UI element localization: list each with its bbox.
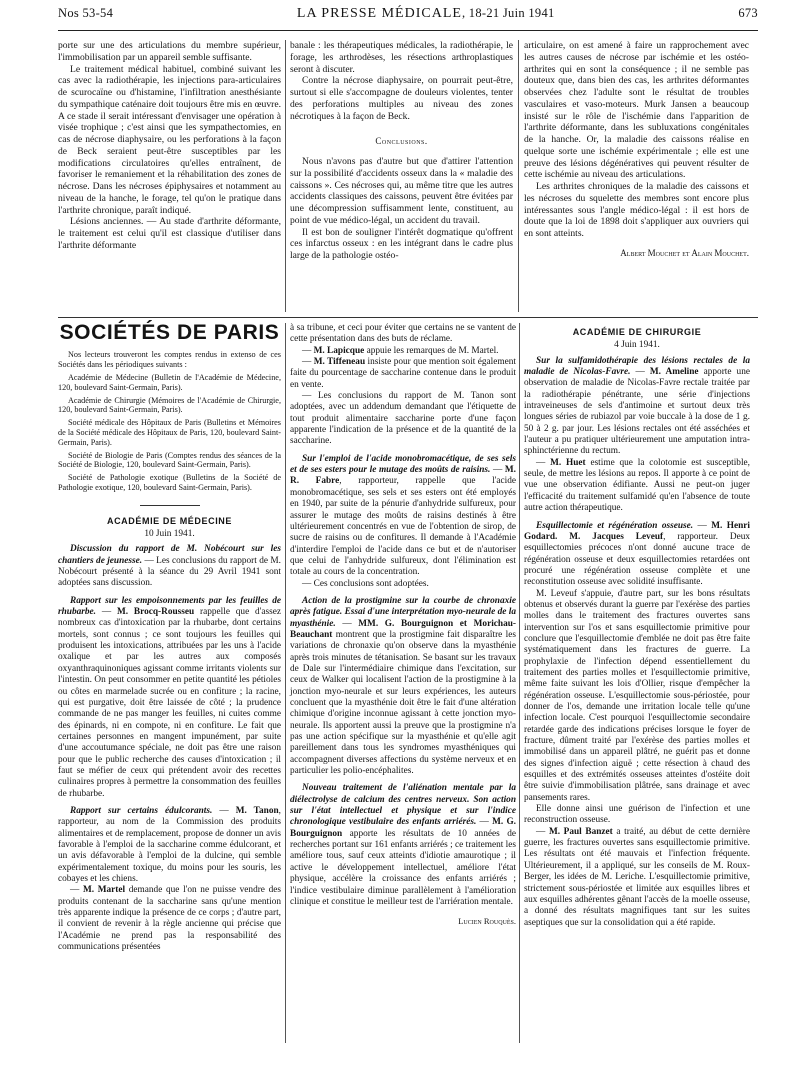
report-title: Action de la prostigmine sur la courbe de chronaxie après fatigue. Essai d'une interprétation myo-neurale de la myasthénie. — [290, 595, 516, 629]
author-signature: Lucien Rouquès. — [458, 916, 516, 927]
top-column-1 — [58, 40, 281, 252]
speaker-name: M. Paul Banzet — [548, 826, 613, 837]
short-divider — [140, 505, 200, 506]
speaker-name: M. Tanon — [235, 805, 279, 816]
periodical-item: Société de Pathologie exotique (Bulletins de la Société de Pathologie exotique, 120, boulevard Saint-Germain, Paris). — [58, 473, 281, 492]
speaker-name: M. Ameline — [649, 367, 699, 378]
speaker-name: M. Henri Godard. M. Jacques Leveuf — [524, 520, 750, 542]
paragraph: — M. Paul Banzet a traité, au début de cette dernière guerre, les fractures ouvertes sans esquillectomie primitive. Les résultats ont été mauvais et l'infection fréquente. Ultérieurement, il a appliqué, sur les conseils de M. Roux-Berger, les idées de M. Leriche. L'esquillectomie primitive, strictement sous-périostée et limitée aux esquilles libres et aux esquilles adhérentes gênant l'accès de la moelle osseuse, a donné des résultats magnifiques tant sur les suites aseptiques que sur la consolidation qui a été rapide. — [524, 826, 750, 928]
academie-medecine-heading: ACADÉMIE DE MÉDECINE — [106, 515, 232, 526]
session-date: 10 Juin 1941. — [144, 529, 195, 540]
issue-number: Nos 53-54 — [58, 6, 114, 20]
paragraph: M. Leveuf s'appuie, d'autre part, sur les bons résultats obtenus et observés durant la guerre par l'exérèse des parties molles dans le traitement des fractures ouvertes sans intervention sur l'os et sans esquillectomie primitive pour conclure que l'esquillectomie d'emblée ne doit pas être faite systématiquement dans les fractures de guerre. La prophylaxie de l'infection dépend essentiellement du traitement des parties molles et l'esquillectomie primitive, même faite suivant les lois d'Ollier, risque d'empêcher la régénération osseuse. L'esquillectomie sous-périostée, pour donner de l'os, demande une irritation locale telle qu'une infection locale. C'est pourquoi l'esquillectomie secondaire retardée garde des indications précises lorsque le foyer de fracture, dûment traité par l'exérèse des parties molles et immobilisé dans un appareil plâtré, ne guérit pas et donne des signes d'infection aiguë ; cette résection à chaud des esquilles et des extrémités osseuses atteintes d'ostéite doit être suivie d'immobilisation plâtrée, sans drainage et avec pansements rares. — [524, 588, 750, 803]
paragraph: — M. Lapicque appuie les remarques de M. Martel. — [302, 345, 499, 356]
lower-column-2 — [290, 323, 516, 928]
paragraph: à sa tribune, et ceci pour éviter que certains ne se vantent de cette présentation dans des buts de réclame. — [290, 323, 516, 345]
report-paragraph: — M. Martel demande que l'on ne puisse vendre des produits contenant de la saccharine sans qu'une mention très apparente indique la présence de ce corps ; d'autre part, il convient de revenir à la règle ancienne qui précise que l'Académie ne prend pas la responsabilité des communications présentées — [58, 885, 281, 953]
paragraph: Contre la nécrose diaphysaire, on pourrait peut-être, surtout si elle s'accompagne de douleurs violentes, tenter des perforations multiples au niveau des zones nécrotiques à la façon de Beck. — [290, 75, 513, 122]
header-rule — [58, 30, 758, 31]
column-divider — [519, 323, 520, 1043]
speaker-name: M. Brocq-Rousseu — [116, 607, 195, 618]
speaker-name: M. R. Fabre — [290, 465, 516, 487]
academie-chirurgie-heading: ACADÉMIE DE CHIRURGIE — [572, 327, 702, 337]
column-divider — [518, 40, 519, 312]
report-paragraph: Sur l'emploi de l'acide monobromacétique, de ses sels et de ses esters pour le mutage des moûts de raisins. — M. R. Fabre, rapporteur, rappelle que l'acide monobromacétique, ses sels et ses esters ont été employés en 1940, par suite de la pénurie d'anhydride sulfureux, pour assurer le mutage des moûts de raisins destinés à être ultérieurement concentrés en vue de l'obtention de sirop, de sucre de raisins ou de confitures. Il demande à l'Académie d'interdire l'emploi de l'acide dans ce but et de n'autoriser que celui de l'anhydride sulfureux, dont l'élimination est totale au cours de la concentration. — [290, 453, 516, 578]
report-title: Rapport sur les empoisonnements par les feuilles de rhubarbe. — [58, 595, 281, 618]
paragraph: Lésions anciennes. — Au stade d'arthrite déformante, le traitement est celui qu'il est classique d'utiliser dans l'arthrite déformante — [58, 216, 281, 251]
intro-text: Nos lecteurs trouveront les comptes rendus in extenso de ces Sociétés dans les périodiques suivants : — [58, 350, 281, 370]
societes-title: SOCIÉTÉS DE PARIS — [59, 321, 280, 344]
paragraph: Elle donne ainsi une guérison de l'infection et une reconstruction osseuse. — [524, 804, 750, 826]
page-header: Nos 53-54 LA PRESSE MÉDICALE, 18-21 Juin 1941 673 — [58, 6, 758, 21]
report-paragraph: Rapport sur certains édulcorants. — M. Tanon, rapporteur, au nom de la Commission des produits alimentaires et de remplacement, propose de donner un avis favorable à l'emploi de la saccharine comme édulcorant, et un avis défavorable à l'emploi de la dulcine, qui semble expérimentalement toxique, du moins pour les souris, les cobayes et les chiens. — [58, 805, 281, 885]
column-divider — [285, 40, 286, 312]
paragraph: — Ces conclusions sont adoptées. — [302, 578, 429, 589]
report-title: Discussion du rapport de M. Nobécourt sur les chantiers de jeunesse. — [58, 544, 281, 566]
report-paragraph: Esquillectomie et régénération osseuse. — M. Henri Godard. M. Jacques Leveuf, rapporteur. Deux esquillectomies précoces n'ont donné aucune trace de régénération osseuse et deux esquillectomies retardées ont procuré une régénération osseuse complète et une reconstitution osseuse avec solidité insuffisante. — [524, 520, 750, 588]
column-divider — [285, 323, 286, 1043]
periodical-item: Académie de Chirurgie (Mémoires de l'Académie de Chirurgie, 120, boulevard Saint-Germain, Paris). — [58, 395, 281, 415]
paragraph: porte sur une des articulations du membre supérieur, l'immobilisation par un appareil semble suffisante. — [58, 40, 281, 63]
report-paragraph: Sur la sulfamidothérapie des lésions rectales de la maladie de Nicolas-Favre. — M. Ameline apporte une observation de maladie de Nicolas-Favre rectale traitée par la radiothérapie pénétrante, une série d'injections intraveineuses de sels d'antimoine et surtout deux très longues séries de rubiazol par voie buccale à la dose de 1 g. 50 à 2 g. par jour. Les lésions rectales ont été asséchées et l'auteur a pu pratiquer ultérieurement une amputation intra-sphinctérienne du rectum. — [524, 355, 750, 457]
report-paragraph: Nouveau traitement de l'aliénation mentale par la diélectrolyse de calcium des centres nerveux. Son action sur l'état intellectuel et physique et sur l'indice chronologique vestibulaire des enfants arriérés. — M. G. Bourguignon apporte les résultats de 10 années de recherches portant sur 161 enfants arriérés ; ce traitement les améliore tous, sauf ceux atteints d'idiotie amaurotique ; il active le développement intellectuel, améliore l'état physique, accélère la croissance des enfants arriérés ; l'indice vestibulaire diminue parallèlement à l'amélioration clinique et constitue le meilleur test de l'arriération mentale. — [290, 783, 516, 907]
session-date: 4 Juin 1941. — [614, 340, 660, 351]
issue-date: 18-21 Juin 1941 — [468, 6, 555, 20]
speaker-name: M. Huet — [550, 457, 586, 468]
societes-intro — [58, 350, 281, 492]
paragraph: — M. Huet estime que la colotomie est susceptible, seule, de mettre les lésions au repos. Il apporte à ce point de vue une observation édifiante. Aussi ne peut-on juger l'efficacité du traitement sulfamidé qu'en l'absence de toute autre action thérapeutique. — [524, 457, 750, 514]
top-column-3 — [524, 40, 749, 260]
periodical-item: Société médicale des Hôpitaux de Paris (Bulletins et Mémoires de la Société médicale des Hôpitaux de Paris, 120, boulevard Saint-Germain, Paris). — [58, 418, 281, 447]
report-title: Sur l'emploi de l'acide monobromacétique, de ses sels et de ses esters pour le mutage des moûts de raisins. — [290, 453, 516, 476]
paragraph: — M. Tiffeneau insiste pour que mention soit également faite du pourcentage de saccharine contenue dans le produit en vente. — [290, 357, 516, 390]
journal-title: LA PRESSE MÉDICALE — [296, 6, 462, 21]
top-column-2 — [290, 40, 513, 262]
report-paragraph: Action de la prostigmine sur la courbe de chronaxie après fatigue. Essai d'une interprétation myo-neurale de la myasthénie. — MM. G. Bourguignon et Morichau-Beauchant montrent que la prostigmine fait disparaître les variations de chronaxie qu'on observe dans la myasthénie après trois minutes de tétanisation. Se basant sur les travaux de Dale sur l'intermédiaire chimique dans l'excitation, sur ceux de Walker qui localisent l'action de la prostigmine à la jonction myo-neurale et sur leurs expériences, les auteurs concluent que la myasthénie doit être le fait d'une altération chimique d'origine inconnue agissant à cette jonction myo-neurale. Ils apportent aussi la preuve que la prostigmine n'a pas une action spécifique sur la myasthénie et qu'elle agit pareillement dans tous les syndromes myasthéniques qui accompagnent diverses affections du système nerveux et en particulier les polio-encéphalites. — [290, 595, 516, 777]
lower-column-3 — [524, 323, 750, 929]
report-paragraph: Discussion du rapport de M. Nobécourt sur les chantiers de jeunesse. — Les conclusions du rapport de M. Nobécourt présenté à la séance du 29 Avril 1941 sont adoptées sans discussion. — [58, 544, 281, 589]
periodical-item: Académie de Médecine (Bulletin de l'Académie de Médecine, 120, boulevard Saint-Germain, Paris). — [58, 372, 281, 392]
speaker-name: MM. G. Bourguignon et Morichau-Beauchant — [290, 618, 516, 640]
paragraph: Le traitement médical habituel, combiné suivant les cas avec la radiothérapie, les injections para-articulaires de scurocaïne ou d'histamine, l'infiltration anesthésiante du sympathique caténaire doit toujours être mis en œuvre. A ce stade il serait intéressant d'envisager une opération à visée trophique ; c'est ainsi que les sympathectomies, en cas de nécrose diaphysaire, ou les perforations à la façon de Beck seraient peut-être susceptibles par les modifications circulatoires qu'elles entraînent, de favoriser le remaniement et la réhabilitation des zones de nécrose. Dans les nécroses épiphysaires et notamment au niveau de la hanche, le forage, tel qu'on le pratique dans l'arthrite chronique, paraît indiqué. — [58, 63, 281, 216]
paragraph: Il est bon de souligner l'intérêt dogmatique qu'offrent ces infarctus osseux : en les intégrant dans le cadre plus large de la pathologie ostéo- — [290, 226, 513, 261]
section-title-conclusions: Conclusions. — [375, 136, 428, 147]
paragraph: — Les conclusions du rapport de M. Tanon sont adoptées, avec un addendum demandant que l'étiquette de tout produit alimentaire saccharine porte d'une façon apparente l'indication de la présence et de la quantité de la saccharine. — [290, 391, 516, 447]
speaker-name: M. Lapicque — [313, 345, 365, 356]
paragraph: Nous n'avons pas d'autre but que d'attirer l'attention sur la possibilité d'accidents osseux dans la « maladie des caissons ». Ces nécroses qui, au même titre que les autres accidents classiques des caissons, peuvent être évitées par une décompression suffisamment lente, constituent, au point de vue médico-légal, un accident du travail. — [290, 156, 513, 226]
lower-column-1 — [58, 321, 281, 953]
report-title: Rapport sur certains édulcorants. — [70, 805, 213, 816]
speaker-name: M. G. Bourguignon — [290, 817, 516, 839]
periodical-item: Société de Biologie de Paris (Comptes rendus des séances de la Société de Biologie, 120, boulevard Saint-Germain, Paris). — [58, 450, 281, 470]
speaker-name: M. Tiffeneau — [313, 357, 366, 368]
report-title: Esquillectomie et régénération osseuse. — [536, 520, 694, 531]
speaker-name: M. Martel — [82, 885, 126, 896]
author-signature: Albert Mouchet et Alain Mouchet. — [620, 247, 749, 258]
report-paragraph: Rapport sur les empoisonnements par les feuilles de rhubarbe. — M. Brocq-Rousseu rappelle que d'assez nombreux cas d'intoxication par la rhubarbe, dont certains mortels, sont connus ; ce sont toujours les feuilles qui produisent les intoxications, attribuées par les uns à l'acide oxalique et par les autres aux composés oxyanthraquinoniques agissant comme irritants violents sur l'intestin. On peut consommer en petite quantité les pétioles ou côtes en marmelade sucrée ou en confiture ; la racine, qui est purgative, doit être laissée de côté ; la prudence commande de ne pas manger les feuilles, ni cuites comme des épinards, ni en compote, ni en confiture. Le fait que certaines personnes en mangent impunément, par suite d'une accoutumance spéciale, ne doit pas être une raison pour que le public recherche des causes d'intoxication ; il faut se méfier de ceux qui prétendent avoir des recettes culinaires propres à permettre la consommation des feuilles de rhubarbe. — [58, 595, 281, 799]
report-title: Nouveau traitement de l'aliénation mentale par la diélectrolyse de calcium des centres nerveux. Son action sur l'état intellectuel et physique et sur l'indice chronologique vestibulaire des enfants arriérés. — [290, 783, 516, 828]
paragraph: Les arthrites chroniques de la maladie des caissons et les nécroses du squelette des membres sont encore plus intéressantes sous l'angle médico-légal : il est hors de doute que la loi de 1898 doit s'appliquer aux ouvriers qui en sont atteints. — [524, 181, 749, 239]
paragraph: banale : les thérapeutiques médicales, la radiothérapie, le forage, les arthrodèses, les résections arthroplastiques seront à discuter. — [290, 40, 513, 75]
page-number: 673 — [738, 6, 758, 20]
paragraph: articulaire, on est amené à faire un rapprochement avec les autres causes de nécrose par ischémie et les ostéo-arthrites qui en sont la conséquence ; il ne semble pas douteux que, dans bien des cas, les arthrites déformantes observées chez l'adulte sont le résultat de troubles vasculaires et vaso-moteurs. Murk Jansen a beaucoup insisté sur le rôle de l'ischémie dans l'apparition de l'arthrite déformante, dans les subluxations congénitales de la hanche. Or, la maladie des caissons réalise en quelque sorte une ischémie expérimentale ; elle est une preuve des lésions dégénératives qui peuvent résulter de cette ischémie au niveau des articulations. — [524, 40, 749, 181]
report-title: Sur la sulfamidothérapie des lésions rectales de la maladie de Nicolas-Favre. — [524, 355, 750, 378]
section-rule — [58, 317, 758, 318]
